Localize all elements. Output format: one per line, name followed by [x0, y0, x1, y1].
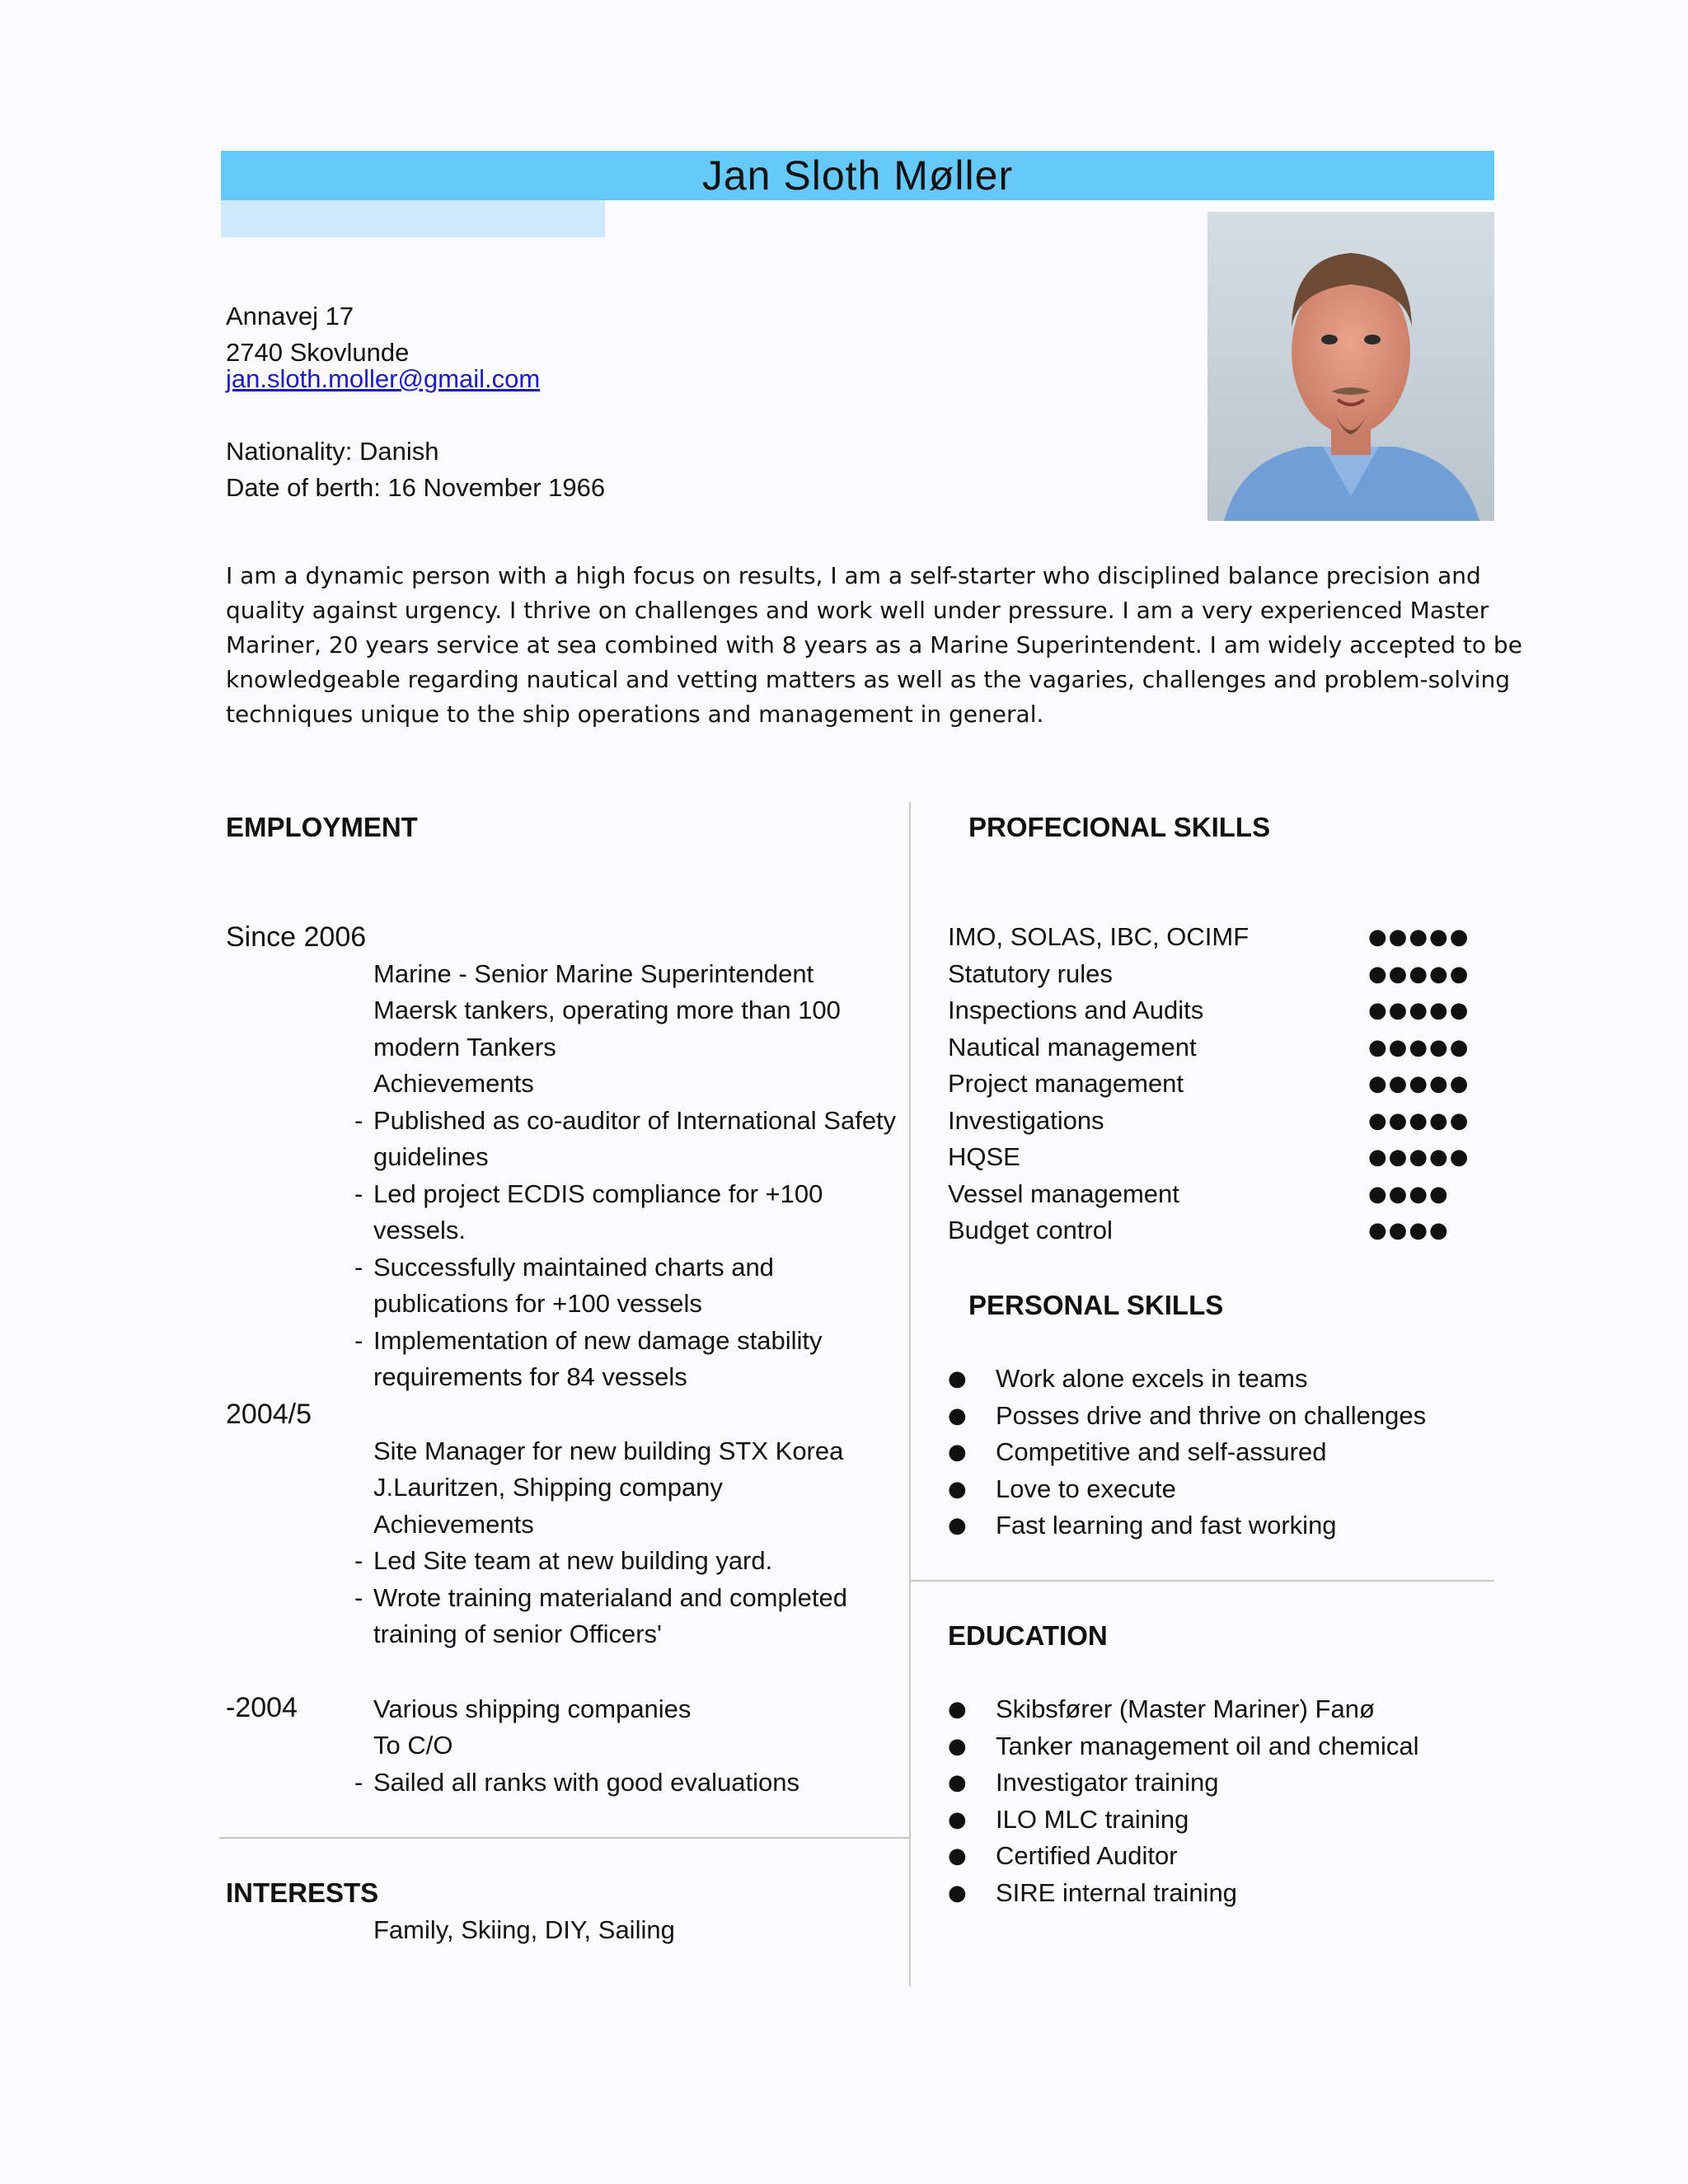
skill-label: HQSE: [948, 1142, 1020, 1171]
bullet-icon: ●: [948, 1770, 967, 1795]
bullet-icon: ●: [948, 1513, 967, 1538]
achievement-item: Sailed all ranks with good evaluations: [373, 1768, 799, 1797]
profile-photo: [1207, 212, 1494, 521]
achievements-label: Achievements: [373, 1510, 534, 1539]
achievement-item: publications for +100 vessels: [373, 1289, 702, 1318]
list-item: Love to execute: [996, 1474, 1176, 1503]
achievement-item: requirements for 84 vessels: [373, 1362, 687, 1391]
list-item: Skibsfører (Master Mariner) Fanø: [996, 1694, 1375, 1723]
skill-label: Inspections and Audits: [948, 996, 1204, 1024]
nationality: Nationality: Danish: [226, 437, 439, 466]
job-company: Maersk tankers, operating more than 100: [373, 996, 841, 1024]
bullet-icon: ●: [948, 1403, 967, 1428]
job-rank: To C/O: [373, 1731, 453, 1760]
list-dash: -: [354, 1583, 363, 1612]
job-period: -2004: [226, 1692, 298, 1723]
summary-line: techniques unique to the ship operations and management in general.: [226, 701, 1044, 728]
section-divider-education: [911, 1580, 1494, 1582]
bullet-icon: ●: [948, 1440, 967, 1465]
job-period: Since 2006: [226, 921, 367, 953]
skill-rating: ●●●●●: [1368, 925, 1470, 949]
summary-line: knowledgeable regarding nautical and vetting matters as well as the vagaries, challenges and problem-solving: [226, 666, 1510, 693]
list-dash: -: [354, 1179, 363, 1208]
bullet-icon: ●: [948, 1844, 967, 1868]
job-title: Site Manager for new building STX Korea: [373, 1436, 844, 1465]
achievements-label: Achievements: [373, 1069, 534, 1098]
email-link[interactable]: jan.sloth.moller@gmail.com: [226, 364, 541, 393]
portrait-image: [1207, 212, 1494, 521]
bullet-icon: ●: [948, 1733, 967, 1759]
bullet-icon: ●: [948, 1880, 967, 1905]
list-item: Tanker management oil and chemical: [996, 1731, 1419, 1760]
column-divider: [909, 802, 911, 1986]
list-item: Certified Auditor: [996, 1841, 1178, 1870]
skill-rating: ●●●●●: [1368, 998, 1470, 1023]
list-dash: -: [354, 1546, 363, 1575]
achievement-item: Published as co-auditor of International Safety: [373, 1106, 897, 1135]
skill-rating: ●●●●: [1368, 1181, 1450, 1207]
personal-skills-heading: PERSONAL SKILLS: [968, 1290, 1224, 1320]
address-street: Annavej 17: [226, 302, 354, 330]
interests-text: Family, Skiing, DIY, Sailing: [373, 1915, 675, 1944]
job-company: modern Tankers: [373, 1033, 556, 1062]
list-item: Investigator training: [996, 1768, 1219, 1797]
bullet-icon: ●: [948, 1476, 967, 1502]
list-item: Posses drive and thrive on challenges: [996, 1400, 1427, 1430]
skill-rating: ●●●●●: [1368, 1108, 1470, 1133]
skill-label: Project management: [948, 1069, 1184, 1098]
profile-summary: [226, 559, 1522, 732]
achievement-item: Led project ECDIS compliance for +100: [373, 1179, 823, 1208]
bullet-icon: ●: [948, 1366, 967, 1391]
job-company: J.Lauritzen, Shipping company: [373, 1473, 723, 1502]
summary-line: quality against urgency. I thrive on challenges and work well under pressure. I am a very experienced Master: [226, 597, 1489, 624]
skill-label: IMO, SOLAS, IBC, OCIMF: [948, 922, 1250, 951]
list-item: Work alone excels in teams: [996, 1364, 1308, 1393]
skill-label: Nautical management: [948, 1032, 1197, 1062]
list-item: Fast learning and fast working: [996, 1511, 1337, 1540]
achievement-item: guidelines: [373, 1142, 489, 1171]
achievement-item: Successfully maintained charts and: [373, 1253, 774, 1282]
date-of-birth: Date of berth: 16 November 1966: [226, 473, 606, 502]
list-dash: -: [354, 1326, 363, 1355]
skill-rating: ●●●●●: [1368, 961, 1470, 987]
address-city: 2740 Skovlunde: [226, 338, 410, 367]
achievement-item: Led Site team at new building yard.: [373, 1546, 773, 1575]
achievement-item: Implementation of new damage stability: [373, 1326, 823, 1355]
skill-rating: ●●●●●: [1368, 1071, 1470, 1096]
skill-label: Investigations: [948, 1105, 1104, 1135]
list-dash: -: [354, 1253, 363, 1282]
summary-line: I am a dynamic person with a high focus on results, I am a self-starter who disciplined balance precision and: [226, 562, 1481, 589]
bullet-icon: ●: [948, 1697, 967, 1722]
achievement-item: training of senior Officers': [373, 1619, 662, 1648]
achievement-item: Wrote training materialand and completed: [373, 1583, 847, 1612]
list-item: ILO MLC training: [996, 1804, 1189, 1834]
bullet-icon: ●: [948, 1807, 967, 1832]
list-item: Competitive and self-assured: [996, 1437, 1327, 1466]
employment-heading: EMPLOYMENT: [226, 812, 418, 842]
summary-line: Mariner, 20 years service at sea combined with 8 years as a Marine Superintendent. I am widely accepted to be: [226, 631, 1522, 658]
skill-rating: ●●●●●: [1368, 1145, 1470, 1169]
list-dash: -: [354, 1768, 363, 1797]
job-title: Various shipping companies: [373, 1694, 692, 1723]
professional-skills-heading: PROFECIONAL SKILLS: [968, 812, 1271, 842]
list-item: SIRE internal training: [996, 1877, 1237, 1907]
job-title: Marine - Senior Marine Superintendent: [373, 959, 814, 988]
skill-rating: ●●●●: [1368, 1218, 1450, 1243]
education-heading: EDUCATION: [948, 1620, 1108, 1651]
skill-label: Budget control: [948, 1216, 1113, 1244]
list-dash: -: [354, 1106, 363, 1135]
skill-label: Vessel management: [948, 1179, 1179, 1208]
name-banner-accent: [221, 200, 605, 237]
section-divider-interests: [219, 1837, 909, 1839]
page-title: Jan Sloth Møller: [701, 152, 1014, 199]
job-period: 2004/5: [226, 1399, 312, 1430]
achievement-item: vessels.: [373, 1216, 466, 1244]
skill-label: Statutory rules: [948, 958, 1113, 988]
skill-rating: ●●●●●: [1368, 1034, 1470, 1060]
interests-heading: INTERESTS: [226, 1877, 379, 1908]
